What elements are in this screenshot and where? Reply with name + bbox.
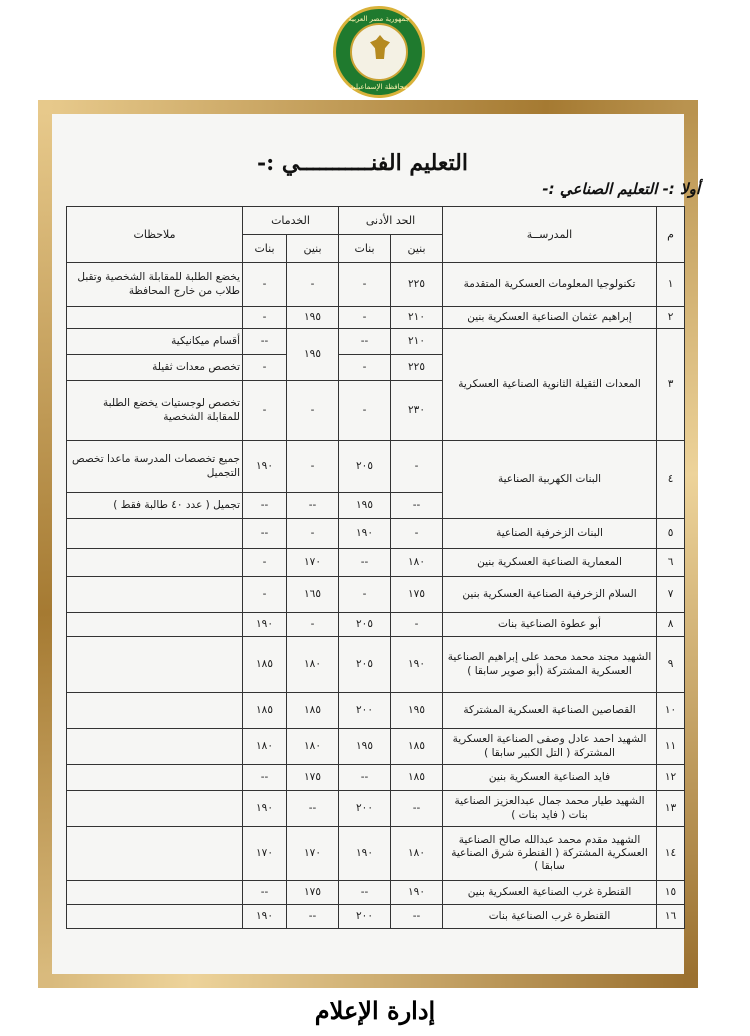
table-row [67, 329, 685, 355]
header-min-girls: بنات [339, 235, 391, 263]
cell-svc-boys: -- [287, 905, 339, 929]
cell-min-girls: -- [339, 329, 391, 355]
cell-school: البنات الزخرفية الصناعية [443, 519, 657, 549]
cell-svc-boys: ١٨٠ [287, 637, 339, 693]
cell-min-girls: - [339, 307, 391, 329]
cell-school: الشهيد مقدم محمد عبدالله صالح الصناعية العسكرية المشتركة ( القنطرة شرق الصناعية سابقا ) [443, 827, 657, 881]
table-row [67, 729, 685, 765]
cell-svc-girls: -- [243, 329, 287, 355]
cell-note: أقسام ميكانيكية [67, 329, 243, 355]
cell-note [67, 881, 243, 905]
cell-svc-boys: ١٦٥ [287, 577, 339, 613]
cell-min-girls: -- [339, 549, 391, 577]
cell-min-girls: ١٩٥ [339, 493, 391, 519]
cell-min-girls: ٢٠٥ [339, 613, 391, 637]
table-row [67, 905, 685, 929]
cell-svc-girls: - [243, 577, 287, 613]
cell-school: الشهيد مجند محمد محمد على إبراهيم الصناعية العسكرية المشتركة (أبو صوير سابقا ) [443, 637, 657, 693]
table-row [67, 577, 685, 613]
cell-num: ١٤ [657, 827, 685, 881]
cell-svc-boys: - [287, 519, 339, 549]
cell-note [67, 827, 243, 881]
table-row [67, 693, 685, 729]
cell-note [67, 765, 243, 791]
cell-svc-boys: -- [287, 493, 339, 519]
cell-svc-girls: ١٨٠ [243, 729, 287, 765]
header-services: الخدمات [243, 207, 339, 235]
cell-num: ١٣ [657, 791, 685, 827]
cell-min-girls: ١٩٠ [339, 827, 391, 881]
cell-min-girls: ٢٠٠ [339, 791, 391, 827]
cell-note: تخصص لوجستيات يخضع الطلبة للمقابلة الشخصية [67, 381, 243, 441]
cell-svc-girls: ١٩٠ [243, 791, 287, 827]
cell-min-boys: ٢٢٥ [391, 355, 443, 381]
cell-note: تجميل ( عدد ٤٠ طالبة فقط ) [67, 493, 243, 519]
cell-school: القنطرة غرب الصناعية العسكرية بنين [443, 881, 657, 905]
cell-min-girls: -- [339, 881, 391, 905]
cell-svc-girls: ١٧٠ [243, 827, 287, 881]
cell-note: تخصص معدات ثقيلة [67, 355, 243, 381]
cell-note [67, 549, 243, 577]
cell-school: الشهيد احمد عادل وصفى الصناعية العسكرية المشتركة ( التل الكبير سابقا ) [443, 729, 657, 765]
table-row [67, 307, 685, 329]
cell-school: فايد الصناعية العسكرية بنين [443, 765, 657, 791]
cell-min-girls: ٢٠٠ [339, 905, 391, 929]
cell-svc-girls: ١٨٥ [243, 693, 287, 729]
cell-school: المعدات الثقيلة الثانوية الصناعية العسكرية [443, 329, 657, 441]
cell-school: المعمارية الصناعية العسكرية بنين [443, 549, 657, 577]
cell-svc-girls: -- [243, 881, 287, 905]
cell-school: القنطرة غرب الصناعية بنات [443, 905, 657, 929]
cell-num: ٧ [657, 577, 685, 613]
header-notes: ملاحظات [67, 207, 243, 263]
header-school: المدرســة [443, 207, 657, 263]
cell-min-boys: - [391, 441, 443, 493]
logo-emblem [350, 23, 408, 81]
cell-num: ١١ [657, 729, 685, 765]
cell-num: ١٠ [657, 693, 685, 729]
cell-min-boys: -- [391, 791, 443, 827]
cell-school: أبو عطوة الصناعية بنات [443, 613, 657, 637]
cell-school: السلام الزخرفية الصناعية العسكرية بنين [443, 577, 657, 613]
cell-school: إبراهيم عثمان الصناعية العسكرية بنين [443, 307, 657, 329]
cell-note [67, 791, 243, 827]
header-min-score: الحد الأدنى [339, 207, 443, 235]
cell-svc-boys: ١٨٥ [287, 693, 339, 729]
cell-min-girls: ٢٠٥ [339, 441, 391, 493]
table-row [67, 441, 685, 493]
cell-svc-girls: - [243, 263, 287, 307]
cell-min-boys: ٢٣٠ [391, 381, 443, 441]
logo-bottom-text: محافظة الإسماعيلية [350, 83, 408, 91]
cell-num: ٩ [657, 637, 685, 693]
table-row [67, 791, 685, 827]
cell-svc-girls: ١٩٠ [243, 613, 287, 637]
admissions-table [66, 206, 685, 929]
page-title: التعليم الفنـــــــــــي :- [256, 150, 468, 176]
cell-min-boys: ١٨٥ [391, 729, 443, 765]
cell-note [67, 577, 243, 613]
cell-note [67, 613, 243, 637]
cell-min-boys: - [391, 613, 443, 637]
cell-svc-girls: -- [243, 493, 287, 519]
cell-svc-boys: ١٧٠ [287, 827, 339, 881]
cell-svc-girls: - [243, 381, 287, 441]
cell-note [67, 905, 243, 929]
cell-min-girls: - [339, 577, 391, 613]
cell-school: الشهيد طيار محمد جمال عبدالعزيز الصناعية بنات ( فايد بنات ) [443, 791, 657, 827]
cell-min-boys: ١٩٠ [391, 881, 443, 905]
cell-min-boys: -- [391, 905, 443, 929]
cell-svc-girls: ١٩٠ [243, 905, 287, 929]
cell-min-boys: ٢٢٥ [391, 263, 443, 307]
table-row [67, 263, 685, 307]
cell-school: البنات الكهربية الصناعية [443, 441, 657, 519]
cell-min-girls: ٢٠٠ [339, 693, 391, 729]
header-num: م [657, 207, 685, 263]
logo-top-text: جمهورية مصر العربية [348, 15, 410, 23]
section-subtitle: أولا :- التعليم الصناعي :- [542, 180, 700, 198]
cell-min-boys: ١٩٠ [391, 637, 443, 693]
eagle-icon [370, 35, 390, 59]
table-row [67, 519, 685, 549]
cell-note [67, 519, 243, 549]
cell-num: ٤ [657, 441, 685, 519]
cell-svc-girls: -- [243, 765, 287, 791]
cell-svc-boys: ١٩٥ [287, 329, 339, 381]
cell-num: ١٥ [657, 881, 685, 905]
cell-note [67, 693, 243, 729]
cell-num: ٦ [657, 549, 685, 577]
cell-svc-boys: ١٩٥ [287, 307, 339, 329]
cell-min-boys: - [391, 519, 443, 549]
cell-num: ٢ [657, 307, 685, 329]
cell-school: القصاصين الصناعية العسكرية المشتركة [443, 693, 657, 729]
cell-min-boys: ١٨٥ [391, 765, 443, 791]
cell-min-girls: - [339, 263, 391, 307]
cell-svc-girls: -- [243, 519, 287, 549]
table-row [67, 613, 685, 637]
cell-svc-boys: ١٨٠ [287, 729, 339, 765]
cell-min-boys: ١٨٠ [391, 549, 443, 577]
cell-note [67, 637, 243, 693]
table-row [67, 765, 685, 791]
cell-min-girls: ١٩٥ [339, 729, 391, 765]
cell-svc-boys: -- [287, 791, 339, 827]
cell-svc-boys: ١٧٠ [287, 549, 339, 577]
cell-min-girls: - [339, 381, 391, 441]
cell-note: يخضع الطلبة للمقابلة الشخصية وتقبل طلاب من خارج المحافظة [67, 263, 243, 307]
cell-svc-girls: - [243, 549, 287, 577]
header-svc-girls: بنات [243, 235, 287, 263]
table-row [67, 549, 685, 577]
cell-svc-boys: - [287, 263, 339, 307]
cell-min-girls: - [339, 355, 391, 381]
cell-min-girls: -- [339, 765, 391, 791]
cell-num: ٣ [657, 329, 685, 441]
cell-svc-boys: - [287, 381, 339, 441]
cell-svc-boys: - [287, 613, 339, 637]
cell-note [67, 307, 243, 329]
cell-num: ١٢ [657, 765, 685, 791]
cell-school: تكنولوجيا المعلومات العسكرية المتقدمة [443, 263, 657, 307]
cell-min-girls: ١٩٠ [339, 519, 391, 549]
cell-min-boys: ١٧٥ [391, 577, 443, 613]
table-row [67, 881, 685, 905]
cell-num: ١٦ [657, 905, 685, 929]
header-svc-boys: بنين [287, 235, 339, 263]
cell-svc-boys: - [287, 441, 339, 493]
cell-min-boys: -- [391, 493, 443, 519]
cell-min-girls: ٢٠٥ [339, 637, 391, 693]
cell-num: ٥ [657, 519, 685, 549]
header-min-boys: بنين [391, 235, 443, 263]
table-row [67, 827, 685, 881]
cell-num: ٨ [657, 613, 685, 637]
footer-department: إدارة الإعلام [314, 996, 436, 1025]
governorate-logo [333, 6, 425, 98]
cell-min-boys: ٢١٠ [391, 329, 443, 355]
cell-min-boys: ١٩٥ [391, 693, 443, 729]
cell-svc-boys: ١٧٥ [287, 881, 339, 905]
cell-svc-girls: ١٨٥ [243, 637, 287, 693]
cell-min-boys: ١٨٠ [391, 827, 443, 881]
cell-min-boys: ٢١٠ [391, 307, 443, 329]
cell-note [67, 729, 243, 765]
cell-num: ١ [657, 263, 685, 307]
cell-svc-girls: - [243, 355, 287, 381]
cell-svc-girls: ١٩٠ [243, 441, 287, 493]
table-row [67, 637, 685, 693]
cell-note: جميع تخصصات المدرسة ماعدا تخصص التجميل [67, 441, 243, 493]
cell-svc-girls: - [243, 307, 287, 329]
cell-svc-boys: ١٧٥ [287, 765, 339, 791]
